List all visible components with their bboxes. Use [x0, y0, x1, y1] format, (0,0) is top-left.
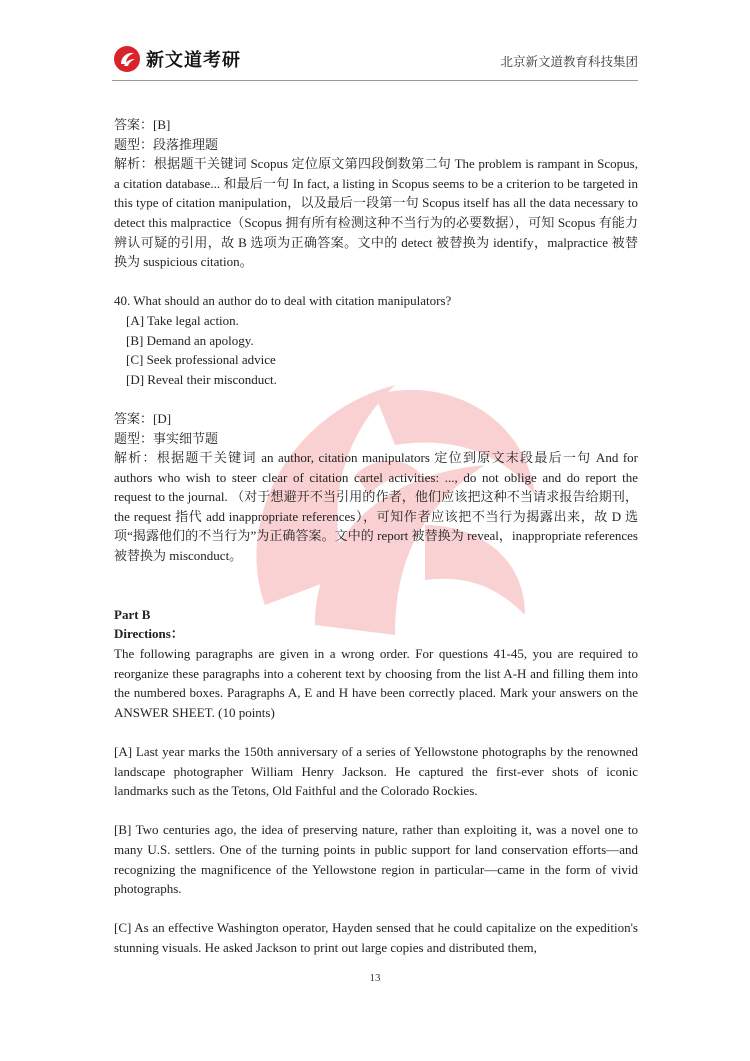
q39-type: 题型：段落推理题: [114, 136, 219, 152]
q40-answer: 答案：[D]: [114, 410, 172, 426]
q40-option-d: [D] Reveal their misconduct.: [126, 371, 277, 387]
q40-question: 40. What should an author do to deal with citation manipulators?: [114, 293, 452, 309]
paragraph-b: [B] Two centuries ago, the idea of preserving nature, rather than exploiting it, was a novel one to many U.S. settlers. One of the turning points in public support for land conservation efforts—and recognizing the magnificence of the Yellowstone region in particular—came in the form of vivid photographs.: [114, 822, 638, 897]
page-number: 13: [369, 972, 381, 984]
part-b-title: Part B: [114, 606, 151, 622]
q39-answer: 答案：[B]: [114, 117, 171, 132]
q40-option-a: [A] Take legal action.: [126, 312, 239, 328]
brand-logo: [112, 44, 241, 74]
q40-option-c: [C] Seek professional advice: [126, 352, 276, 368]
page-header: [112, 44, 638, 78]
q40-analysis: 解析：根据题干关键词 an author, citation manipulators 定位到原文末段最后一句 And for authors who wish to steer clear of citation cartel activities: ..., do not oblige and do report the request to the journal. （对于想避开不当引用的作者，他们应该把这种不当请求报告给期刊，the request 指代 add inappropriate references），可知作者应该把不当行为揭露出来，故 D 选项“揭露他们的不当行为”为正确答案。文中的 report 被替换为 reveal，inappropriate references 被替换为 misconduct。: [114, 450, 638, 564]
page-content: [114, 115, 638, 958]
logo-text: 新文道考研: [146, 50, 241, 71]
organization-name: 北京新文道教育科技集团: [500, 54, 638, 69]
q40-option-b: [B] Demand an apology.: [126, 332, 254, 348]
paragraph-a: [A] Last year marks the 150th anniversary of a series of Yellowstone photographs by the renowned landscape photographer William Henry Jackson. He captured the first-ever shots of iconic landmarks such as the Tetons, Old Faithful and the Colorado Rockies.: [114, 744, 638, 799]
paragraph-c: [C] As an effective Washington operator, Hayden sensed that he could capitalize on the expedition's stunning visuals. He asked Jackson to print out large copies and distributed them,: [114, 920, 638, 955]
header-divider: [112, 80, 638, 81]
directions-text: The following paragraphs are given in a wrong order. For questions 41-45, you are required to reorganize these paragraphs into a coherent text by choosing from the list A-H and filling them into the numbered boxes. Paragraphs A, E and H have been correctly placed. Mark your answers on the ANSWER SHEET. (10 points): [114, 646, 638, 720]
directions-label: Directions：: [114, 626, 184, 642]
q40-type: 题型：事实细节题: [114, 430, 219, 446]
phoenix-logo-icon: [112, 44, 142, 74]
q39-analysis: 解析：根据题干关键词 Scopus 定位原文第四段倒数第二句 The problem is rampant in Scopus, a citation database... 和最后一句 In fact, a listing in Scopus seems to be a criterion to be targeted in this type of citation manipulation，以及最后一段第一句 Scopus itself has all the data necessary to detect this malpractice（Scopus 拥有所有检测这种不当行为的必要数据），可知 Scopus 有能力辨认可疑的引用，故 B 选项为正确答案。文中的 detect 被替换为 identify，malpractice 被替换为 suspicious citation。: [114, 156, 638, 270]
